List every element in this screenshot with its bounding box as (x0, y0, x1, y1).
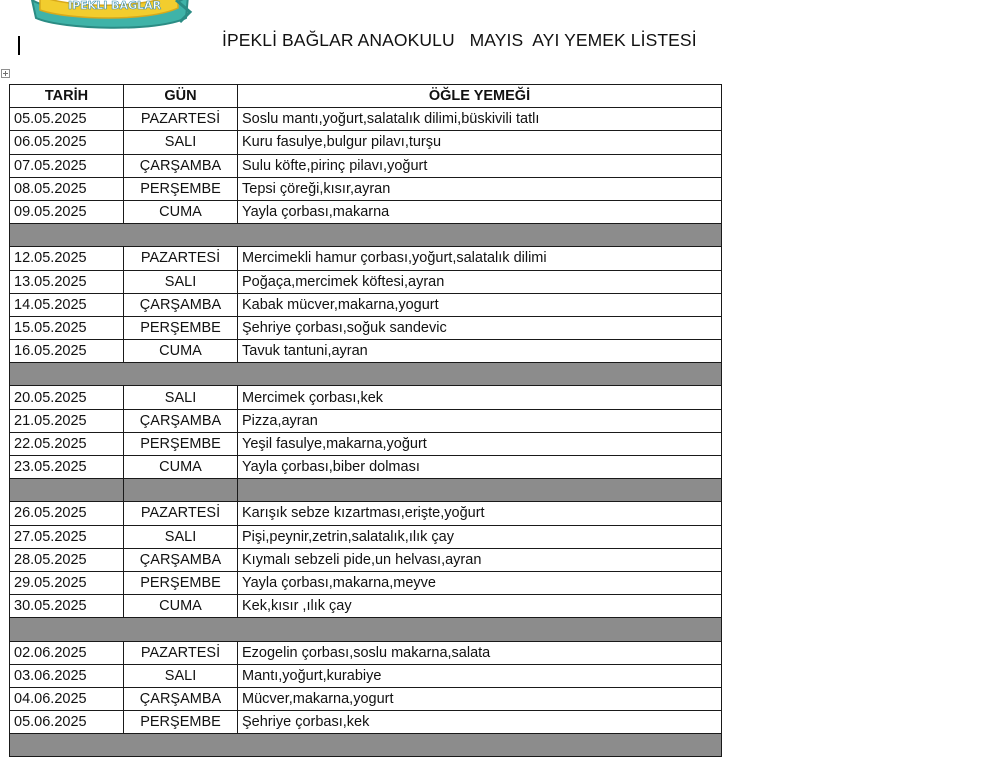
meal-cell: Mercimek çorbası,kek (238, 386, 722, 409)
table-row (10, 108, 722, 131)
meal-cell: Şehriye çorbası,kek (238, 711, 722, 734)
meal-cell: Mercimekli hamur çorbası,yoğurt,salatalık dilimi (238, 247, 722, 270)
table-row (10, 131, 722, 154)
table-row (10, 571, 722, 594)
text-cursor (18, 36, 20, 55)
meal-cell: Kıymalı sebzeli pide,un helvası,ayran (238, 548, 722, 571)
date-cell: 09.05.2025 (10, 200, 124, 223)
date-cell: 20.05.2025 (10, 386, 124, 409)
day-cell: CUMA (124, 456, 238, 479)
meal-cell: Yayla çorbası,makarna (238, 200, 722, 223)
week-separator-row (10, 224, 722, 247)
day-cell: SALI (124, 131, 238, 154)
meal-cell: Poğaça,mercimek köftesi,ayran (238, 270, 722, 293)
table-row (10, 177, 722, 200)
meal-cell: Yayla çorbası,makarna,meyve (238, 571, 722, 594)
date-cell: 28.05.2025 (10, 548, 124, 571)
table-row (10, 154, 722, 177)
meal-cell: Sulu köfte,pirinç pilavı,yoğurt (238, 154, 722, 177)
week-separator-row (10, 479, 722, 502)
separator-cell (10, 734, 722, 757)
meal-cell: Kek,kısır ,ılık çay (238, 595, 722, 618)
day-cell: PERŞEMBE (124, 177, 238, 200)
meal-cell: Mücver,makarna,yogurt (238, 687, 722, 710)
date-cell: 06.05.2025 (10, 131, 124, 154)
table-row (10, 687, 722, 710)
day-cell: SALI (124, 270, 238, 293)
meal-cell: Pizza,ayran (238, 409, 722, 432)
day-cell: SALI (124, 386, 238, 409)
week-separator-row (10, 618, 722, 641)
meal-cell: Kuru fasulye,bulgur pilavı,turşu (238, 131, 722, 154)
header-day: GÜN (124, 85, 238, 108)
table-row (10, 595, 722, 618)
date-cell: 21.05.2025 (10, 409, 124, 432)
meal-cell: Kabak mücver,makarna,yogurt (238, 293, 722, 316)
day-cell: PAZARTESİ (124, 641, 238, 664)
date-cell: 07.05.2025 (10, 154, 124, 177)
date-cell: 12.05.2025 (10, 247, 124, 270)
table-row (10, 432, 722, 455)
table-row (10, 270, 722, 293)
day-cell: ÇARŞAMBA (124, 409, 238, 432)
page-title: İPEKLİ BAĞLAR ANAOKULU MAYIS AYI YEMEK LİSTESİ (222, 30, 697, 50)
day-cell: PERŞEMBE (124, 571, 238, 594)
table-row (10, 316, 722, 339)
meal-cell: Şehriye çorbası,soğuk sandevic (238, 316, 722, 339)
date-cell: 29.05.2025 (10, 571, 124, 594)
meal-cell: Mantı,yoğurt,kurabiye (238, 664, 722, 687)
day-cell: PAZARTESİ (124, 108, 238, 131)
day-cell: ÇARŞAMBA (124, 687, 238, 710)
table-row (10, 641, 722, 664)
table-move-handle-icon[interactable] (1, 69, 10, 78)
table-row (10, 711, 722, 734)
date-cell: 26.05.2025 (10, 502, 124, 525)
logo-text: IPEKLI BAGLAR (68, 0, 162, 12)
date-cell: 14.05.2025 (10, 293, 124, 316)
separator-cell (124, 479, 238, 502)
table-row (10, 200, 722, 223)
header-meal: ÖĞLE YEMEĞİ (238, 85, 722, 108)
meal-cell: Tavuk tantuni,ayran (238, 340, 722, 363)
day-cell: ÇARŞAMBA (124, 548, 238, 571)
date-cell: 02.06.2025 (10, 641, 124, 664)
meal-cell: Soslu mantı,yoğurt,salatalık dilimi,büskivili tatlı (238, 108, 722, 131)
header-date: TARİH (10, 85, 124, 108)
table-row (10, 548, 722, 571)
school-logo-banner (28, 0, 193, 34)
date-cell: 05.05.2025 (10, 108, 124, 131)
table-header-row (10, 85, 722, 108)
table-row (10, 247, 722, 270)
separator-cell (238, 479, 722, 502)
date-cell: 04.06.2025 (10, 687, 124, 710)
date-cell: 15.05.2025 (10, 316, 124, 339)
table-row (10, 502, 722, 525)
day-cell: PERŞEMBE (124, 432, 238, 455)
week-separator-row (10, 363, 722, 386)
day-cell: CUMA (124, 595, 238, 618)
date-cell: 30.05.2025 (10, 595, 124, 618)
date-cell: 23.05.2025 (10, 456, 124, 479)
day-cell: CUMA (124, 340, 238, 363)
table-row (10, 409, 722, 432)
table-row (10, 386, 722, 409)
day-cell: PERŞEMBE (124, 316, 238, 339)
meal-cell: Tepsi çöreği,kısır,ayran (238, 177, 722, 200)
table-body (10, 108, 722, 757)
separator-cell (10, 479, 124, 502)
day-cell: ÇARŞAMBA (124, 293, 238, 316)
table-row (10, 664, 722, 687)
day-cell: PAZARTESİ (124, 247, 238, 270)
date-cell: 27.05.2025 (10, 525, 124, 548)
week-separator-row (10, 734, 722, 757)
date-cell: 05.06.2025 (10, 711, 124, 734)
table-row (10, 525, 722, 548)
lunch-menu-table (9, 84, 722, 757)
separator-cell (10, 618, 722, 641)
table-row (10, 340, 722, 363)
separator-cell (10, 363, 722, 386)
date-cell: 22.05.2025 (10, 432, 124, 455)
date-cell: 16.05.2025 (10, 340, 124, 363)
meal-cell: Yayla çorbası,biber dolması (238, 456, 722, 479)
day-cell: SALI (124, 664, 238, 687)
meal-cell: Yeşil fasulye,makarna,yoğurt (238, 432, 722, 455)
separator-cell (10, 224, 722, 247)
day-cell: CUMA (124, 200, 238, 223)
date-cell: 03.06.2025 (10, 664, 124, 687)
date-cell: 08.05.2025 (10, 177, 124, 200)
meal-cell: Pişi,peynir,zetrin,salatalık,ılık çay (238, 525, 722, 548)
day-cell: PERŞEMBE (124, 711, 238, 734)
meal-cell: Karışık sebze kızartması,erişte,yoğurt (238, 502, 722, 525)
day-cell: PAZARTESİ (124, 502, 238, 525)
table-row (10, 456, 722, 479)
day-cell: ÇARŞAMBA (124, 154, 238, 177)
day-cell: SALI (124, 525, 238, 548)
meal-cell: Ezogelin çorbası,soslu makarna,salata (238, 641, 722, 664)
table-row (10, 293, 722, 316)
date-cell: 13.05.2025 (10, 270, 124, 293)
